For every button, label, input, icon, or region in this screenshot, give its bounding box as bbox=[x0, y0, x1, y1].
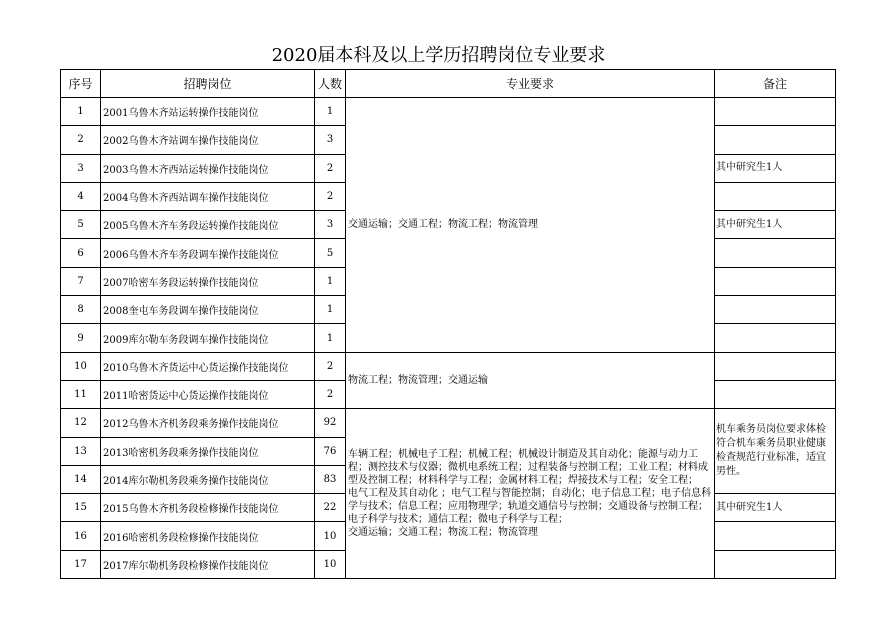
header-requirement: 专业要求 bbox=[346, 70, 715, 98]
row-count: 83 bbox=[315, 465, 346, 493]
requirement-group-3-electrical: 电气工程及其自动化 ；电气工程与智能控制；自动化；电子信息工程；电子信息科学与技术；信息工程；应用物理学；轨道交通信号与控制；交通设备与控制工程；电子科学与技术；通信工程；微电子科学与工程； bbox=[348, 488, 712, 526]
row-count: 92 bbox=[315, 409, 346, 437]
row-note bbox=[715, 324, 836, 352]
requirement-group-3-transport: 交通运输；交通工程；物流工程；物流管理 bbox=[348, 527, 538, 539]
row-no: 4 bbox=[61, 182, 101, 210]
header-position: 招聘岗位 bbox=[101, 70, 315, 98]
header-note: 备注 bbox=[715, 70, 836, 98]
row-position: 2014库尔勒机务段乘务操作技能岗位 bbox=[101, 465, 315, 493]
row-count: 1 bbox=[315, 296, 346, 324]
row-position: 2017库尔勒机务段检修操作技能岗位 bbox=[101, 550, 315, 578]
row-position: 2006乌鲁木齐车务段调车操作技能岗位 bbox=[101, 239, 315, 267]
row-count: 22 bbox=[315, 494, 346, 522]
row-position: 2002乌鲁木齐站调车操作技能岗位 bbox=[101, 126, 315, 154]
row-note bbox=[715, 98, 836, 126]
row-position: 2009库尔勒车务段调车操作技能岗位 bbox=[101, 324, 315, 352]
row-note bbox=[715, 239, 836, 267]
row-count: 3 bbox=[315, 211, 346, 239]
row-position: 2015乌鲁木齐机务段检修操作技能岗位 bbox=[101, 494, 315, 522]
row-count: 2 bbox=[315, 380, 346, 408]
row-position: 2004乌鲁木齐西站调车操作技能岗位 bbox=[101, 182, 315, 210]
row-count: 76 bbox=[315, 437, 346, 465]
row-position: 2001乌鲁木齐站运转操作技能岗位 bbox=[101, 98, 315, 126]
row-no: 13 bbox=[61, 437, 101, 465]
row-note bbox=[715, 380, 836, 408]
row-no: 11 bbox=[61, 380, 101, 408]
requirement-group-3-mechanical: 车辆工程；机械电子工程；机械工程；机械设计制造及其自动化；能源与动力工程；测控技术与仪器；微机电系统工程；过程装备与控制工程；工业工程；材料成型及控制工程；材料科学与工程；金属材料工程；焊接技术与工程；安全工程； bbox=[348, 449, 708, 487]
header-no: 序号 bbox=[61, 70, 101, 98]
row-count: 10 bbox=[315, 550, 346, 578]
row-no: 6 bbox=[61, 239, 101, 267]
row-position: 2007哈密车务段运转操作技能岗位 bbox=[101, 267, 315, 295]
row-no: 16 bbox=[61, 522, 101, 550]
row-no: 15 bbox=[61, 494, 101, 522]
row-position: 2003乌鲁木齐西站运转操作技能岗位 bbox=[101, 154, 315, 182]
row-count: 10 bbox=[315, 522, 346, 550]
row-no: 10 bbox=[61, 352, 101, 380]
row-note bbox=[715, 522, 836, 550]
table-row bbox=[61, 98, 836, 126]
page-title: 2020届本科及以上学历招聘岗位专业要求 bbox=[271, 45, 606, 66]
row-count: 1 bbox=[315, 324, 346, 352]
row-no: 3 bbox=[61, 154, 101, 182]
row-position: 2005乌鲁木齐车务段运转操作技能岗位 bbox=[101, 211, 315, 239]
note-driver-health: 机车乘务员岗位要求体检符合机车乘务员职业健康检查规范行业标准，适宜男性。 bbox=[715, 409, 836, 494]
row-no: 12 bbox=[61, 409, 101, 437]
row-count: 1 bbox=[315, 267, 346, 295]
row-no: 14 bbox=[61, 465, 101, 493]
row-count: 5 bbox=[315, 239, 346, 267]
row-no: 1 bbox=[61, 98, 101, 126]
row-count: 3 bbox=[315, 126, 346, 154]
table-row bbox=[61, 409, 836, 437]
row-no: 8 bbox=[61, 296, 101, 324]
row-note bbox=[715, 267, 836, 295]
row-note bbox=[715, 182, 836, 210]
header-row bbox=[61, 70, 836, 98]
row-count: 2 bbox=[315, 182, 346, 210]
header-count: 人数 bbox=[315, 70, 346, 98]
row-position: 2013哈密机务段乘务操作技能岗位 bbox=[101, 437, 315, 465]
row-note bbox=[715, 126, 836, 154]
row-count: 1 bbox=[315, 98, 346, 126]
row-no: 17 bbox=[61, 550, 101, 578]
row-note bbox=[715, 550, 836, 578]
row-note bbox=[715, 352, 836, 380]
row-note: 其中研究生1人 bbox=[715, 211, 836, 239]
requirement-group-1: 交通运输；交通工程；物流工程；物流管理 bbox=[346, 98, 715, 353]
row-position: 2011哈密货运中心货运操作技能岗位 bbox=[101, 380, 315, 408]
row-position: 2012乌鲁木齐机务段乘务操作技能岗位 bbox=[101, 409, 315, 437]
row-position: 2008奎屯车务段调车操作技能岗位 bbox=[101, 296, 315, 324]
requirement-group-2: 物流工程；物流管理；交通运输 bbox=[346, 352, 715, 409]
row-count: 2 bbox=[315, 154, 346, 182]
row-note: 其中研究生1人 bbox=[715, 154, 836, 182]
row-note: 其中研究生1人 bbox=[715, 494, 836, 522]
requirement-group-3 bbox=[346, 409, 715, 579]
row-position: 2016哈密机务段检修操作技能岗位 bbox=[101, 522, 315, 550]
row-no: 5 bbox=[61, 211, 101, 239]
row-no: 7 bbox=[61, 267, 101, 295]
row-no: 9 bbox=[61, 324, 101, 352]
row-note bbox=[715, 296, 836, 324]
row-no: 2 bbox=[61, 126, 101, 154]
row-count: 2 bbox=[315, 352, 346, 380]
row-position: 2010乌鲁木齐货运中心货运操作技能岗位 bbox=[101, 352, 315, 380]
table-row bbox=[61, 352, 836, 380]
requirements-table bbox=[60, 69, 836, 579]
